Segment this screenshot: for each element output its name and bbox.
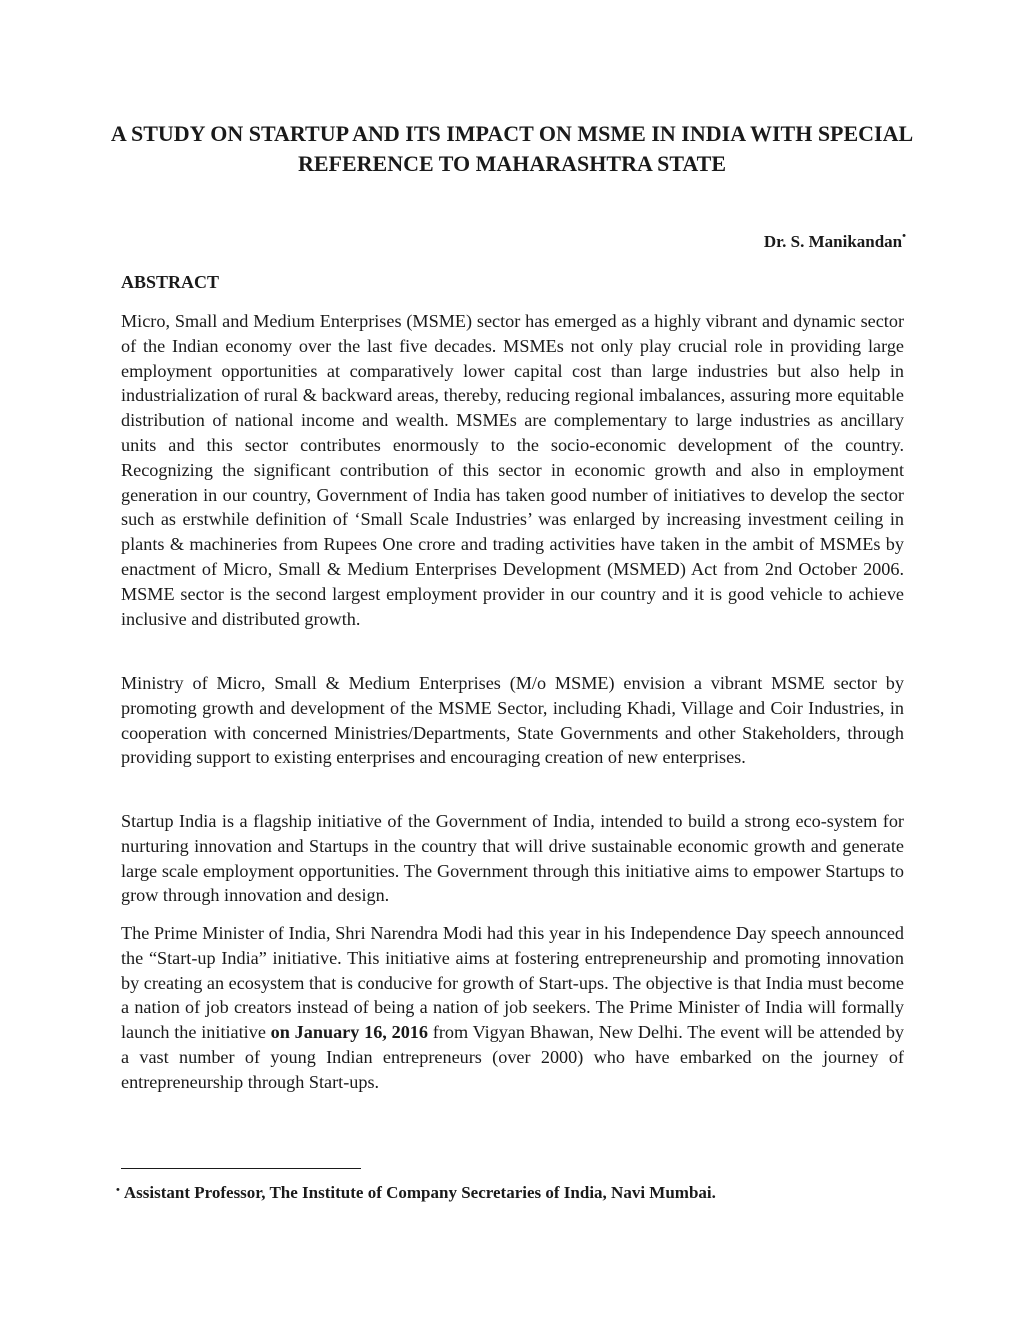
abstract-paragraph-2: Ministry of Micro, Small & Medium Enterprises (M/o MSME) envision a vibrant MSME sector by promoting growth and development of the MSME Sector, including Khadi, Village and Coir Industries, in cooperation with concerned Ministries/Departments, State Governments and other Stakeholders, through providing support to existing enterprises and encouraging creation of new enterprises. bbox=[121, 673, 904, 768]
paper-title: A STUDY ON STARTUP AND ITS IMPACT ON MSME IN INDIA WITH SPECIAL REFERENCE TO MAHARASHTRA STATE bbox=[110, 121, 914, 176]
footnote-text: Assistant Professor, The Institute of Company Secretaries of India, Navi Mumbai. bbox=[123, 1183, 716, 1202]
launch-date-emphasis: on January 16, 2016 bbox=[270, 1022, 428, 1043]
footnote-separator bbox=[121, 1168, 361, 1169]
paragraph-4-text-end: from Vigyan Bhawan, New Delhi. The event will be attended by a vast number of young Indian entrepreneurs (over 2000) who have embarked on the journey of entrepreneurship through Start-ups. bbox=[121, 1022, 905, 1092]
paragraph-4-text-start: The Prime Minister of India, Shri Narendra Modi had this year in his Independence Day speech announced the “Start-up India” initiative. This initiative aims at fostering entrepreneurship and promoting innovation by creating an ecosystem that is conducive for growth of Start-ups. The objective is that India must become a nation of job creators instead of being a nation of job seekers. The Prime Minister of India will formally launch the initiative bbox=[121, 923, 904, 1043]
author-footnote-marker: • bbox=[902, 230, 906, 243]
author-name: Dr. S. Manikandan bbox=[763, 232, 903, 251]
footnote-marker: • bbox=[116, 1184, 120, 1196]
abstract-paragraph-3: Startup India is a flagship initiative of the Government of India, intended to build a strong eco-system for nurturing innovation and Startups in the country that will drive sustainable economic growth and generate large scale employment opportunities. The Government through this initiative aims to empower Startups to grow through innovation and design. bbox=[121, 811, 904, 906]
abstract-paragraph-1: Micro, Small and Medium Enterprises (MSME) sector has emerged as a highly vibrant and dynamic sector of the Indian economy over the last five decades. MSMEs not only play crucial role in providing large employment opportunities at comparatively lower capital cost than large industries but also help in industrialization of rural & backward areas, thereby, reducing regional imbalances, assuring more equitable distribution of national income and wealth. MSMEs are complementary to large industries as ancillary units and this sector contributes enormously to the socio-economic development of the country. Recognizing the significant contribution of this sector in economic growth and also in employment generation in our country, Government of India has taken good number of initiatives to develop the sector such as erstwhile definition of ‘Small Scale Industries’ was enlarged by increasing investment ceiling in plants & machineries from Rupees One crore and trading activities have taken in the ambit of MSMEs by enactment of Micro, Small & Medium Enterprises Development (MSMED) Act from 2nd October 2006. MSME sector is the second largest employment provider in our country and it is good vehicle to achieve inclusive and distributed growth. bbox=[121, 311, 904, 629]
abstract-heading: ABSTRACT bbox=[121, 272, 220, 292]
abstract-paragraph-4 bbox=[121, 921, 904, 1095]
footnote bbox=[116, 1182, 906, 1206]
author-line bbox=[764, 232, 906, 252]
